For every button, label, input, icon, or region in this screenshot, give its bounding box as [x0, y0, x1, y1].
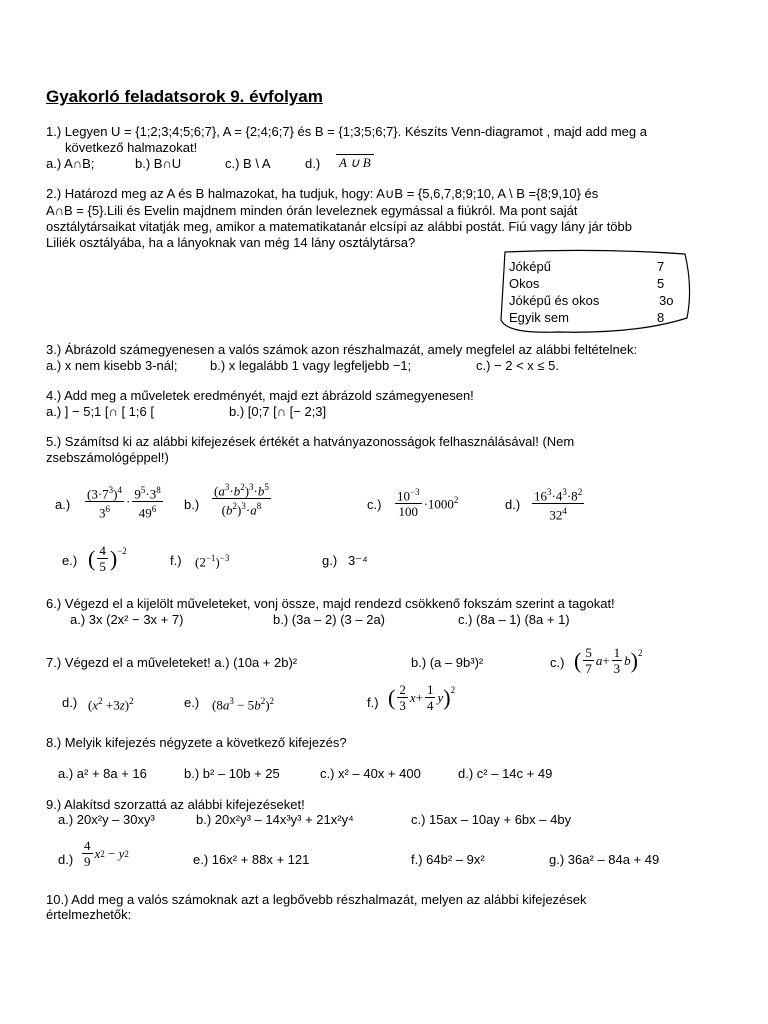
problem-5-g-label: g.): [322, 553, 338, 568]
problem-7-c-label: c.): [550, 655, 565, 670]
problem-6-c: c.) (8a – 1) (8a + 1): [458, 612, 570, 627]
problem-2-line1: 2.) Határozd meg az A és B halmazokat, ha tudjuk, hogy: A∪B = {5,6,7,8;9;10, A \ B ={8;9,10} és: [46, 186, 599, 201]
note-value-1: 7: [657, 259, 665, 274]
problem-7-e-expr: $(8a^3 - 5b^2)^2$: [212, 696, 275, 713]
problem-4-b: b.) [0;7 [∩ [− 2;3]: [229, 404, 327, 419]
problem-7-c-expr: ( $\frac{5}{7}$ a + $\frac{1}{3}$ b ) $^2$: [574, 645, 643, 676]
note-label-2: Okos: [509, 276, 540, 291]
problem-2-line3: osztálytársaikat vitatják meg, amikor a matematikatanár elcsípi az alábbi postát. Fiú vagy lány jár több: [46, 219, 632, 234]
handwritten-note: [497, 248, 693, 336]
problem-6-a: a.) 3x (2x² − 3x + 7): [70, 612, 184, 627]
page-title: Gyakorló feladatsorok 9. évfolyam: [46, 87, 323, 106]
problem-5-a-expr: $\frac{(3\cdot 7^3)^4}{3^6}$ · $\frac{9^5\cdot 3^8}{49^6}$: [87, 485, 161, 521]
problem-7-f-label: f.): [367, 695, 379, 710]
problem-5-a-label: a.): [55, 497, 71, 512]
problem-7-f-expr: ( $\frac{2}{3}$ x + $\frac{1}{4}$ y ) $^2$: [388, 682, 456, 713]
problem-9-line1: 9.) Alakítsd szorzattá az alábbi kifejezéseket!: [46, 797, 305, 812]
problem-4-a: a.) ] − 5;1 [∩ [ 1;6 [: [46, 404, 154, 419]
problem-8-d: d.) c² – 14c + 49: [458, 766, 553, 781]
problem-5-f-expr: $(2^{-1})^{-3}$: [195, 553, 230, 570]
problem-8-line1: 8.) Melyik kifejezés négyzete a következő kifejezés?: [46, 735, 347, 750]
problem-10-line2: értelmezhetők:: [46, 907, 132, 922]
problem-3-a: a.) x nem kisebb 3-nál;: [46, 358, 178, 373]
problem-8-a: a.) a² + 8a + 16: [58, 766, 147, 781]
problem-9-c: c.) 15ax – 10ay + 6bx – 4by: [411, 812, 572, 827]
note-value-3: 3o: [659, 293, 674, 308]
problem-7-b: b.) (a – 9b³)²: [411, 655, 484, 670]
problem-1-c: c.) B \ A: [225, 156, 271, 171]
problem-5-line1: 5.) Számítsd ki az alábbi kifejezések értékét a hatványazonosságok felhasználásával! (Nem: [46, 434, 575, 449]
problem-5-g-expr: 3⁻⁴: [348, 553, 368, 568]
problem-1-line1: 1.) Legyen U = {1;2;3;4;5;6;7}, A = {2;4;6;7} és B = {1;3;5;6;7}. Készíts Venn-diagramot , majd add meg a: [46, 124, 647, 139]
problem-5-b-expr: $\frac{(a^3\cdot b^2)^3\cdot b^5}{(b^2)^3\cdot a^8}$: [214, 482, 269, 518]
problem-5-c-expr: $\frac{10^{-3}}{100}$ $\cdot 1000^2$: [397, 487, 459, 520]
note-value-2: 5: [657, 276, 665, 291]
problem-9-d-label: d.): [58, 852, 74, 867]
problem-1-b: b.) B∩U: [135, 156, 182, 171]
problem-9-g: g.) 36a² – 84a + 49: [549, 852, 660, 867]
problem-1-d-expr: A ∪ B: [336, 154, 374, 171]
problem-5-e-label: e.): [62, 553, 78, 568]
problem-5-e-expr: ( $\frac{4}{5}$ ) $^{-2}$: [88, 543, 127, 574]
problem-3-c: c.) − 2 < x ≤ 5.: [476, 358, 560, 373]
problem-1-a: a.) A∩B;: [46, 156, 95, 171]
problem-5-c-label: c.): [367, 497, 382, 512]
problem-9-b: b.) 20x²y³ – 14x³y³ + 21x²y⁴: [196, 812, 354, 827]
problem-10-line1: 10.) Add meg a valós számoknak azt a legbővebb részhalmazát, melyen az alábbi kifejezések: [46, 892, 587, 907]
problem-2-line2: A∩B = {5}.Lili és Evelin majdnem minden órán leveleznek egymással a fiúkról. Ma pont saját: [46, 203, 578, 218]
problem-1-d-label: d.): [305, 156, 321, 171]
problem-7-line1: 7.) Végezd el a műveleteket! a.) (10a + 2b)²: [46, 655, 298, 670]
problem-8-c: c.) x² – 40x + 400: [320, 766, 421, 781]
problem-3-b: b.) x legalább 1 vagy legfeljebb −1;: [210, 358, 412, 373]
problem-7-d-label: d.): [62, 695, 78, 710]
problem-1-line2: következő halmazokat!: [65, 140, 198, 155]
problem-5-line2: zsebszámológéppel!): [46, 450, 169, 465]
note-label-1: Jóképű: [509, 259, 551, 274]
problem-9-d-expr: $\frac{4}{9}$ x 2 − y 2: [84, 838, 129, 869]
problem-7-e-label: e.): [184, 695, 200, 710]
note-label-4: Egyik sem: [509, 310, 569, 325]
problem-6-line1: 6.) Végezd el a kijelölt műveleteket, vonj össze, majd rendezd csökkenő fokszám szerint a tagokat!: [46, 596, 615, 611]
problem-5-d-label: d.): [505, 497, 521, 512]
problem-6-b: b.) (3a – 2) (3 – 2a): [273, 612, 385, 627]
problem-7-d-expr: $(x^2 +3z)^2$: [88, 696, 134, 713]
note-value-4: 8: [657, 310, 665, 325]
note-label-3: Jóképű és okos: [509, 293, 600, 308]
problem-5-b-label: b.): [184, 497, 200, 512]
problem-8-b: b.) b² – 10b + 25: [184, 766, 280, 781]
problem-3-line1: 3.) Ábrázold számegyenesen a valós számok azon részhalmazát, amely megfelel az alábbi feltételnek:: [46, 342, 638, 357]
problem-9-a: a.) 20x²y – 30xy³: [58, 812, 155, 827]
problem-2-line4: Liliék osztályába, ha a lányoknak van még 14 lány osztálytársa?: [46, 235, 416, 250]
problem-5-d-expr: $\frac{16^3\cdot 4^3\cdot 8^2}{32^4}$: [534, 487, 583, 523]
problem-5-f-label: f.): [170, 553, 182, 568]
problem-4-line1: 4.) Add meg a műveletek eredményét, majd ezt ábrázold számegyenesen!: [46, 388, 474, 403]
problem-9-f: f.) 64b² – 9x²: [411, 852, 485, 867]
problem-9-e: e.) 16x² + 88x + 121: [193, 852, 310, 867]
